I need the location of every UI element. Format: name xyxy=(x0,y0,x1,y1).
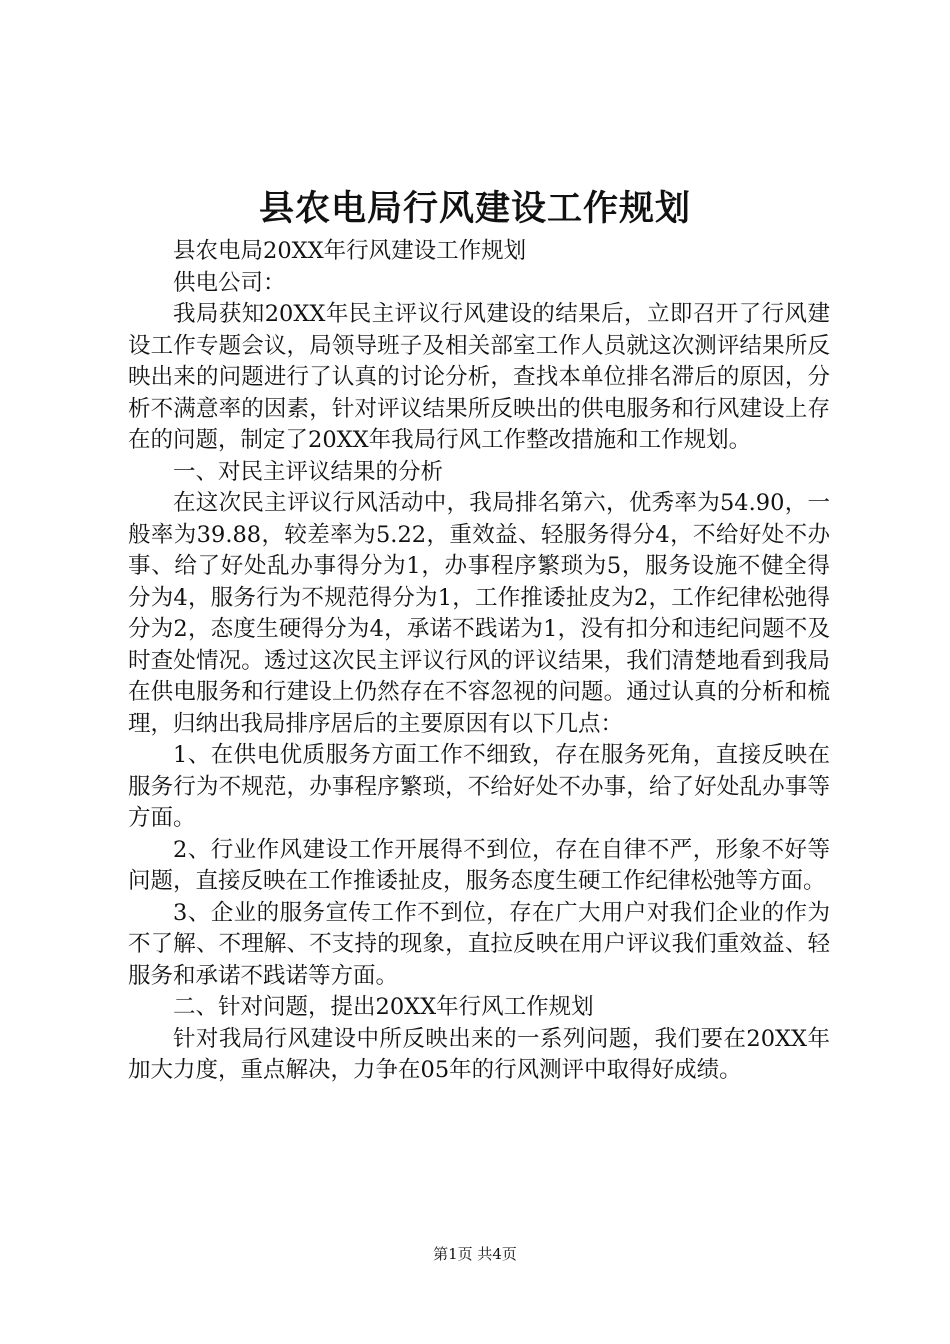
document-title: 县农电局行风建设工作规划 xyxy=(258,189,691,229)
plan-paragraph: 针对我局行风建设中所反映出来的一系列问题，我们要在20XX年加大力度，重点解决，力争在05年的行风测评中取得好成绩。 xyxy=(128,1025,830,1083)
document-body xyxy=(128,236,830,1087)
reason-item-3: 3、企业的服务宣传工作不到位，存在广大用户对我们企业的作为不了解、不理解、不支持的现象，直拉反映在用户评议我们重效益、轻服务和承诺不践诺等方面。 xyxy=(128,899,830,989)
reason-item-2: 2、行业作风建设工作开展得不到位，存在自律不严，形象不好等问题，直接反映在工作推诿扯皮，服务态度生硬工作纪律松弛等方面。 xyxy=(128,836,830,894)
analysis-paragraph: 在这次民主评议行风活动中，我局排名第六，优秀率为54.90，一般率为39.88，较差率为5.22，重效益、轻服务得分4，不给好处不办事、给了好处乱办事得分为1，办事程序繁琐为5，服务设施不健全得分为4，服务行为不规范得分为1，工作推诿扯皮为2，工作纪律松弛得分为2，态度生硬得分为4，承诺不践诺为1，没有扣分和违纪问题不及时查处情况。透过这次民主评议行风的评议结果，我们清楚地看到我局在供电服务和行建设上仍然存在不容忽视的问题。通过认真的分析和梳理，归纳出我局排序居后的主要原因有以下几点： xyxy=(128,490,830,737)
section-heading-1: 一、对民主评议结果的分析 xyxy=(173,458,444,485)
subtitle-paragraph: 县农电局20XX年行风建设工作规划 xyxy=(173,238,527,264)
addressee-paragraph: 供电公司： xyxy=(173,269,286,296)
intro-paragraph: 我局获知20XX年民主评议行风建设的结果后，立即召开了行风建设工作专题会议，局领导班子及相关部室工作人员就这次测评结果所反映出来的问题进行了认真的讨论分析，查找本单位排名滞后的原因，分析不满意率的因素，针对评议结果所反映出的供电服务和行风建设上存在的问题，制定了20XX年我局行风工作整改措施和工作规划。 xyxy=(128,301,830,453)
section-heading-2: 二、针对问题，提出20XX年行风工作规划 xyxy=(173,994,594,1020)
reason-item-1: 1、在供电优质服务方面工作不细致，存在服务死角，直接反映在服务行为不规范，办事程序繁琐，不给好处不办事，给了好处乱办事等方面。 xyxy=(128,742,830,831)
page-footer: 第1页 共4页 xyxy=(433,1245,517,1263)
